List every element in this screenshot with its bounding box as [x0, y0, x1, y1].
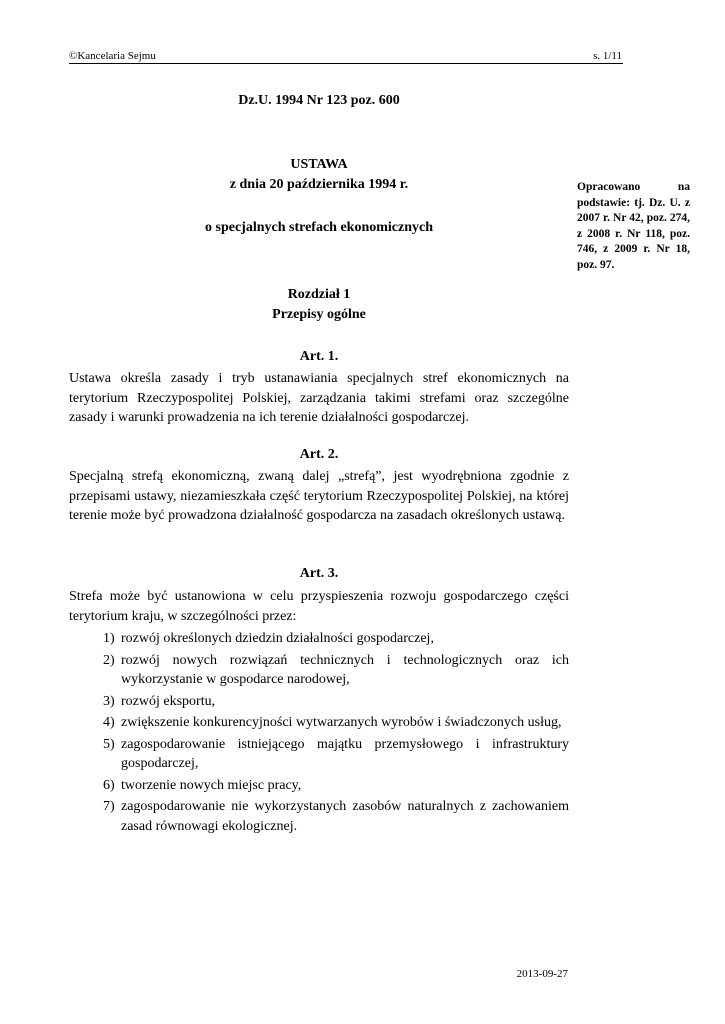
list-item-text: zwiększenie konkurencyjności wytwarzanych wyrobów i świadczonych usług, — [121, 715, 562, 730]
list-item-number: 7) — [103, 799, 115, 814]
list-item — [103, 629, 569, 649]
list-item — [103, 692, 569, 712]
list-item — [103, 776, 569, 796]
list-item-text: rozwój nowych rozwiązań technicznych i technologicznych oraz ich wykorzystanie w gospodarce narodowej, — [121, 652, 569, 687]
document-type: USTAWA — [290, 157, 348, 172]
article-1-heading: Art. 1. — [299, 349, 339, 364]
list-item-text: tworzenie nowych miejsc pracy, — [121, 777, 302, 793]
document-subject: o specjalnych strefach ekonomicznych — [205, 220, 433, 235]
list-item-text: rozwój określonych dziedzin działalności gospodarczej, — [121, 631, 434, 646]
consolidation-note: Opracowano na podstawie: tj. Dz. U. z 2007 r. Nr 42, poz. 274, z 2008 r. Nr 118, poz. 746, z 2009 r. Nr 18, poz. 97. — [577, 181, 690, 271]
list-item-number: 2) — [103, 652, 115, 668]
footer-date: 2013-09-27 — [516, 968, 568, 980]
list-item — [103, 735, 569, 774]
chapter-title: Przepisy ogólne — [272, 307, 366, 322]
list-item-number: 1) — [103, 631, 115, 646]
document-citation: Dz.U. 1994 Nr 123 poz. 600 — [238, 93, 400, 108]
list-item — [103, 713, 569, 733]
list-item-text: zagospodarowanie nie wykorzystanych zasobów naturalnych z zachowaniem zasad równowagi ekologicznej. — [121, 799, 569, 834]
article-3-text: Strefa może być ustanowiona w celu przyspieszenia rozwoju gospodarczego części terytorium kraju, w szczególności przez: — [69, 589, 569, 624]
list-item-text: zagospodarowanie istniejącego majątku przemysłowego i infrastruktury gospodarczej, — [121, 736, 569, 771]
list-item-number: 5) — [103, 736, 115, 752]
document-date: z dnia 20 października 1994 r. — [229, 177, 409, 192]
chapter-number: Rozdział 1 — [287, 287, 351, 302]
article-2-heading: Art. 2. — [299, 447, 339, 462]
article-2-text: Specjalną strefą ekonomiczną, zwaną dalej „strefą”, jest wyodrębniona zgodnie z przepisami ustawy, niezamieszkała część terytorium Rzeczypospolitej Polskiej, na której terenie może być prowadzona działalność gospodarcza na zasadach określonych ustawą. — [69, 469, 569, 523]
header-source: ©Kancelaria Sejmu — [69, 50, 156, 62]
list-item-text: rozwój eksportu, — [121, 693, 216, 709]
list-item-number: 3) — [103, 693, 115, 709]
header-divider — [69, 63, 623, 64]
list-item-number: 6) — [103, 777, 115, 793]
list-item — [103, 797, 569, 836]
article-3-heading: Art. 3. — [299, 566, 339, 581]
list-item-number: 4) — [103, 715, 115, 730]
page-number: s. 1/11 — [593, 50, 622, 62]
list-item — [103, 651, 569, 690]
article-3-list — [103, 629, 569, 838]
article-1-text: Ustawa określa zasady i tryb ustanawiania specjalnych stref ekonomicznych na terytorium Rzeczypospolitej Polskiej, zarządzania takimi strefami oraz szczególne zasady i warunki prowadzenia na ich terenie działalności gospodarczej. — [69, 371, 569, 425]
